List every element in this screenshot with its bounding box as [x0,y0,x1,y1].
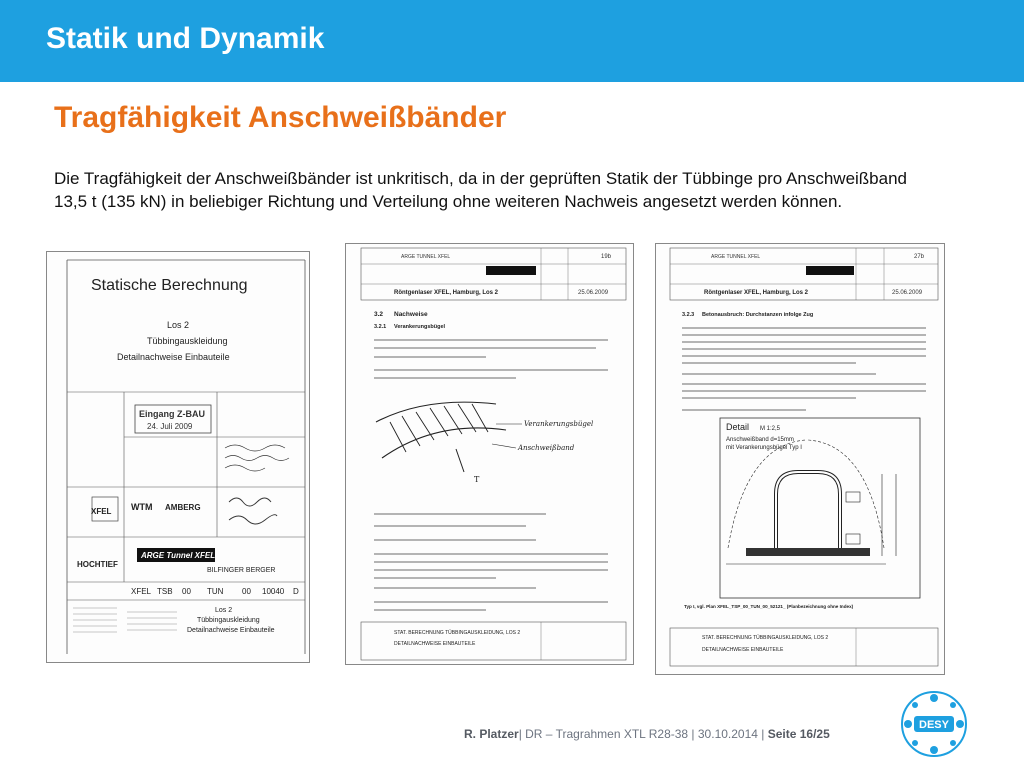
document-cover-scan [46,251,310,663]
doc3-header-left: ARGE TUNNEL XFEL [711,254,761,260]
doc1-stamp-date: 24. Juli 2009 [147,422,193,431]
doc3-section-title: Betonausbruch: Durchstanzen infolge Zug [702,312,814,318]
doc2-footer-block: DETAILNACHWEISE EINBAUTEILE [394,641,476,647]
doc1-line-3: Detailnachweise Einbauteile [117,352,230,362]
doc1-code-7: D [293,587,299,596]
doc2-footer-title: STAT. BERECHNUNG TÜBBINGAUSKLEIDUNG, LOS 2 [394,630,521,636]
intro-paragraph: Die Tragfähigkeit der Anschweißbänder ist unkritisch, da in der geprüften Statik der Tübbinge pro Anschweißband 13,5 t (135 kN) in beliebiger Richtung und Verteilung ohne weiteren Nachweis angesetzt werden können. [54,169,908,211]
doc1-footer-1: Los 2 [215,607,233,614]
slide-subtitle: Tragfähigkeit Anschweißbänder [54,101,507,134]
doc1-code-1: XFEL [131,587,152,596]
doc3-detail-scale: M 1:2,5 [760,426,781,432]
doc3-section: 3.2.3 [682,312,695,318]
doc1-line-2: Tübbingauskleidung [147,336,228,346]
doc1-logo-hochtief: HOCHTIEF [77,560,118,569]
doc1-logo-xfel: XFEL [91,507,112,516]
doc1-logo-amberg: AMBERG [165,503,201,512]
doc1-heading: Statische Berechnung [91,277,248,294]
doc2-project: Röntgenlaser XFEL, Hamburg, Los 2 [394,290,499,296]
desy-logo-text: DESY [919,719,949,731]
footer-page: Seite 16/25 [767,727,830,741]
footer-info: | DR – Tragrahmen XTL R28-38 | 30.10.2014 | [518,727,768,741]
doc3-detail-line-2: mit Verankerungsbügel Typ I [726,445,802,451]
document-page-27b-drawing [656,244,944,674]
doc1-code-5: 00 [242,587,251,596]
doc2-subsection-title: Verankerungsbügel [394,324,446,330]
doc3-date: 25.06.2009 [892,290,923,296]
doc1-code-6: 10040 [262,587,285,596]
doc1-logo-arge: ARGE Tunnel XFEL [141,551,216,560]
doc2-section-title: Nachweise [394,311,428,318]
doc2-date: 25.06.2009 [578,290,609,296]
doc3-footer-block: DETAILNACHWEISE EINBAUTEILE [702,647,784,653]
doc1-code-3: 00 [182,587,191,596]
doc3-footer-title: STAT. BERECHNUNG TÜBBINGAUSKLEIDUNG, LOS 2 [702,635,829,641]
doc2-section: 3.2 [374,311,384,318]
title-bar [0,0,1024,82]
doc1-line-1: Los 2 [167,320,190,330]
slide-title: Statik und Dynamik [46,22,325,55]
doc2-subsection: 3.2.1 [374,324,387,330]
doc1-code-2: TSB [157,587,173,596]
doc1-code-4: TUN [207,587,224,596]
doc1-footer-2: Tübbingauskleidung [197,617,260,624]
doc3-page: 27b [914,254,925,260]
doc2-header-left: ARGE TUNNEL XFEL [401,254,451,260]
document-cover-drawing [47,252,309,662]
doc1-stamp: Eingang Z-BAU [139,409,205,419]
doc3-detail-line-1: Anschweißband d=15mm [726,437,794,443]
doc2-sketch-label-2: Anschweißband [518,444,575,452]
doc1-logo-wtm: WTM [131,502,153,512]
doc3-detail-title: Detail [726,422,750,432]
desy-logo [900,690,968,758]
document-page-27b-scan [655,243,945,675]
doc3-detail-caption: Typ I, vgl. Plan XFEL_TSP_00_TUN_00_52121_ (Planbezeichnung ohne Index) [684,604,854,609]
doc2-page: 19b [601,254,612,260]
doc1-footer-3: Detailnachweise Einbauteile [187,627,275,634]
document-page-19b-scan [345,243,634,665]
document-page-19b-drawing [346,244,633,664]
footer-text [464,727,830,741]
doc1-logo-bilfinger: BILFINGER BERGER [207,567,276,574]
footer-author: R. Platzer [464,727,519,741]
doc2-sketch-label-1: Verankerungsbügel [524,420,594,428]
doc3-project: Röntgenlaser XFEL, Hamburg, Los 2 [704,290,809,296]
svg-text:T: T [474,475,480,484]
